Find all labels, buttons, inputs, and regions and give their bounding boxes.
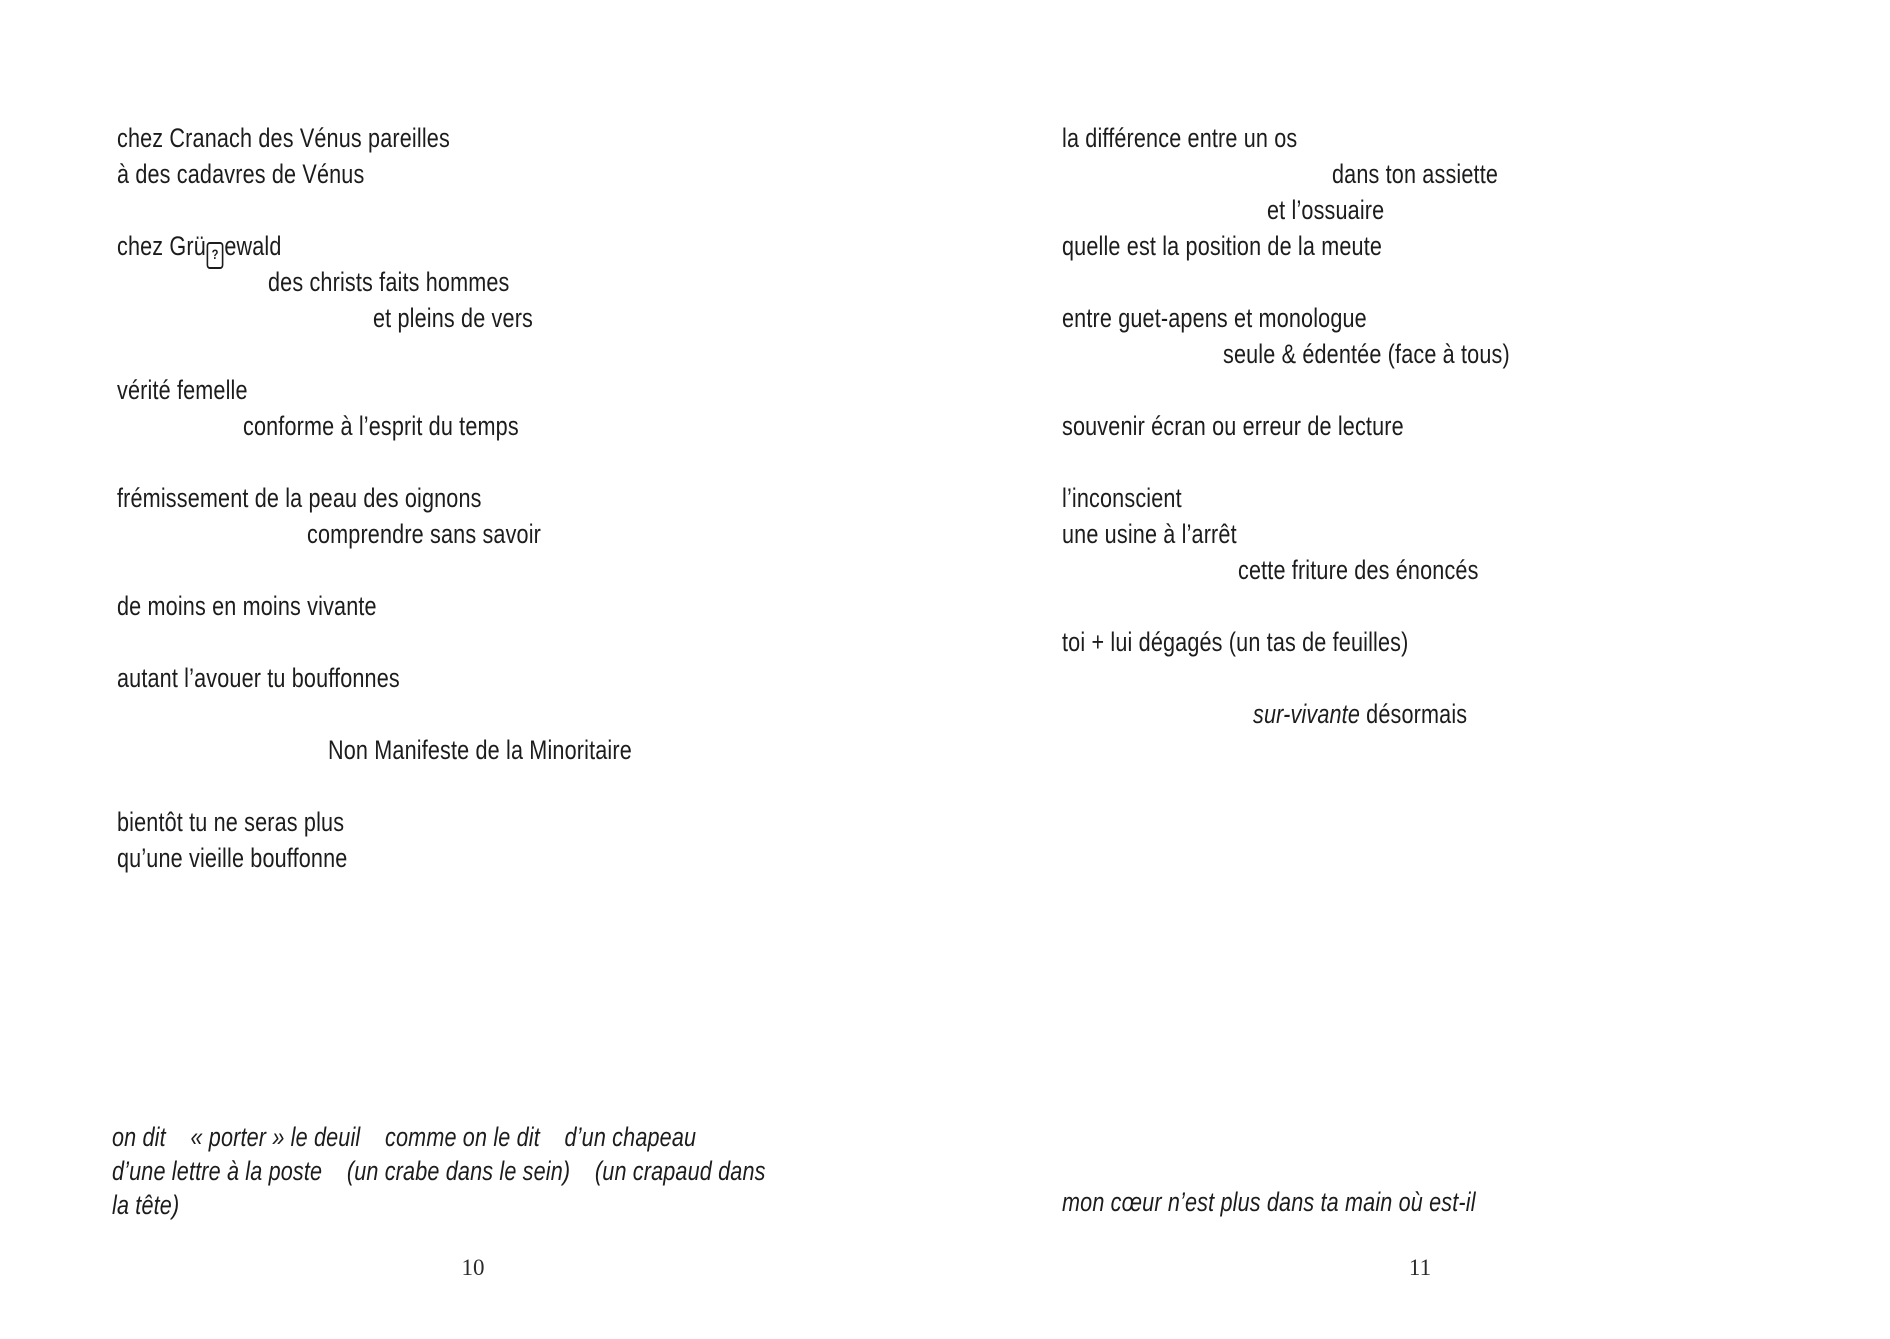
poem-text: on dit « porter » le deuil comme on le dit d’un chapeau xyxy=(112,1122,697,1152)
poem-text: comprendre sans savoir xyxy=(307,519,542,549)
poem-text: une usine à l’arrêt xyxy=(1062,519,1237,549)
poem-text: vérité femelle xyxy=(117,375,248,405)
poem-line xyxy=(1062,120,1297,156)
poem-text: à des cadavres de Vénus xyxy=(117,159,365,189)
poem-line xyxy=(1062,228,1382,264)
poem-text: de moins en moins vivante xyxy=(117,591,377,621)
poem-text: des christs faits hommes xyxy=(268,267,510,297)
poem-text: mon cœur n’est plus dans ta main où est-il xyxy=(1062,1187,1476,1217)
poem-text: toi + lui dégagés (un tas de feuilles) xyxy=(1062,627,1409,657)
poem-text: désormais xyxy=(1360,699,1468,729)
poem-text: d’une lettre à la poste (un crabe dans le sein) (un crapaud dans xyxy=(112,1156,766,1186)
poem-line xyxy=(1332,156,1498,192)
poem-text: autant l’avouer tu bouffonnes xyxy=(117,663,400,693)
missing-glyph-icon: ? xyxy=(207,242,224,269)
page-number-right: 11 xyxy=(1408,1255,1432,1280)
poem-text: la tête) xyxy=(112,1190,180,1220)
poem-line xyxy=(1062,516,1237,552)
poem-line xyxy=(1267,192,1384,228)
poem-text: qu’une vieille bouffonne xyxy=(117,843,348,873)
poem-text: chez Grü xyxy=(117,231,206,261)
poem-text: l’inconscient xyxy=(1062,483,1182,513)
poem-text: Non Manifeste de la Minoritaire xyxy=(328,735,632,765)
poem-line xyxy=(1062,480,1182,516)
poem-line xyxy=(1253,696,1467,732)
poem-text: quelle est la position de la meute xyxy=(1062,231,1383,261)
poem-text: frémissement de la peau des oignons xyxy=(117,483,482,513)
poem-text: seule & édentée (face à tous) xyxy=(1223,339,1510,369)
poem-text: chez Cranach des Vénus pareilles xyxy=(117,123,450,153)
poem-line xyxy=(1223,336,1510,372)
poem-line xyxy=(1062,408,1404,444)
poem-text: souvenir écran ou erreur de lecture xyxy=(1062,411,1404,441)
poem-line xyxy=(1062,624,1409,660)
poem-text: ewald xyxy=(224,231,282,261)
poem-line xyxy=(1062,300,1367,336)
poem-text: bientôt tu ne seras plus xyxy=(117,807,345,837)
poem-text: dans ton assiette xyxy=(1332,159,1499,189)
poem-text: et l’ossuaire xyxy=(1267,195,1385,225)
poem-text: et pleins de vers xyxy=(373,303,534,333)
poem-text: sur-vivante xyxy=(1253,699,1361,729)
poem-text: la différence entre un os xyxy=(1062,123,1298,153)
poem-line xyxy=(1062,1184,1476,1220)
page-number-left: 10 xyxy=(461,1255,485,1280)
poem-text: conforme à l’esprit du temps xyxy=(243,411,519,441)
poem-text: entre guet-apens et monologue xyxy=(1062,303,1367,333)
poem-line xyxy=(1238,552,1479,588)
poem-text: cette friture des énoncés xyxy=(1238,555,1479,585)
